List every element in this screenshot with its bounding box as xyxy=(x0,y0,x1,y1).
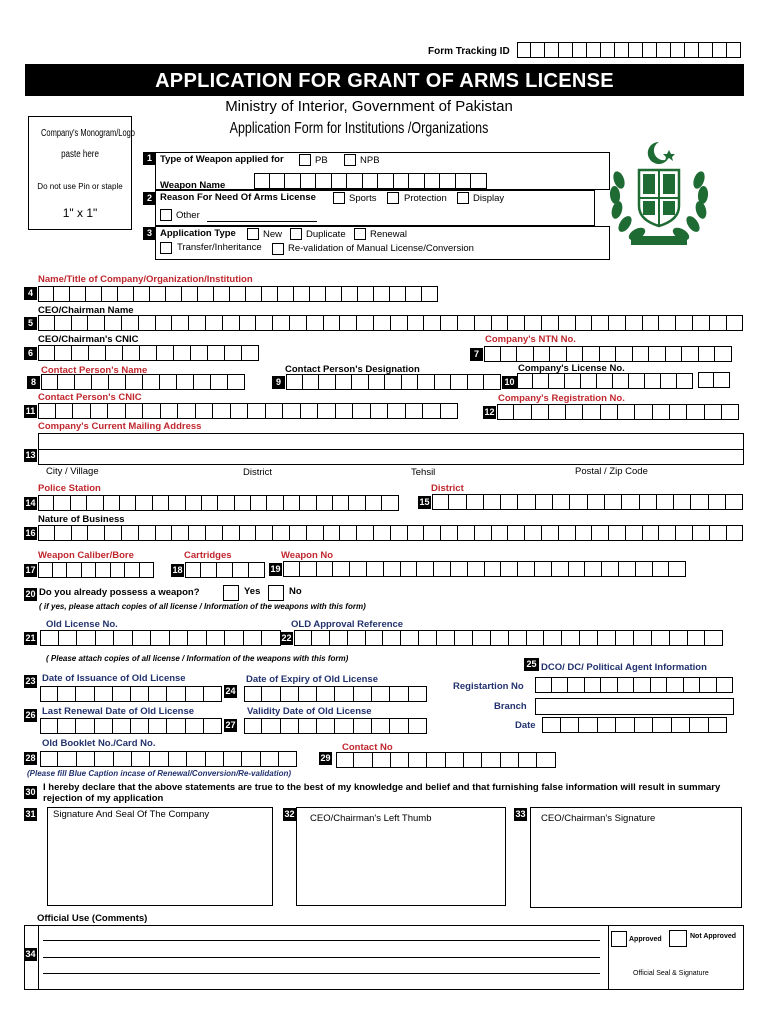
npb-checkbox[interactable] xyxy=(344,154,356,166)
item-number: 34 xyxy=(25,949,36,959)
item-number: 23 xyxy=(25,676,36,686)
district-sublabel: District xyxy=(243,467,273,478)
item-number: 30 xyxy=(25,787,36,797)
display-checkbox[interactable] xyxy=(457,192,469,204)
contact-cnic-label: Contact Person's CNIC xyxy=(38,392,142,403)
district-input[interactable] xyxy=(432,494,743,510)
booklet-input[interactable] xyxy=(40,751,297,767)
application-type-label: Application Type xyxy=(160,228,236,239)
item-number: 28 xyxy=(25,753,36,763)
old-license-input[interactable] xyxy=(40,630,281,646)
postal-sublabel: Postal / Zip Code xyxy=(575,466,648,477)
nature-business-label: Nature of Business xyxy=(38,514,125,525)
license-no-label: Company's License No. xyxy=(518,363,625,374)
form-tracking-label: Form Tracking ID xyxy=(428,46,510,57)
no-label: No xyxy=(289,586,302,597)
comment-line[interactable] xyxy=(43,957,600,958)
caliber-label: Weapon Caliber/Bore xyxy=(38,550,134,561)
comment-line[interactable] xyxy=(43,973,600,974)
item-number: 1 xyxy=(143,152,156,165)
ntn-input[interactable] xyxy=(484,346,732,362)
duplicate-checkbox[interactable] xyxy=(290,228,302,240)
form-subtitle: Application Form for Institutions /Organizations xyxy=(229,120,489,137)
weapon-name-label: Weapon Name xyxy=(160,180,226,191)
contact-no-input[interactable] xyxy=(336,752,556,768)
sports-checkbox[interactable] xyxy=(333,192,345,204)
pb-checkbox[interactable] xyxy=(299,154,311,166)
contact-no-label: Contact No xyxy=(342,742,393,753)
item-number: 32 xyxy=(284,809,295,819)
other-label: Other xyxy=(176,210,200,221)
form-title: APPLICATION FOR GRANT OF ARMS LICENSE xyxy=(25,64,744,96)
cartridges-label: Cartridges xyxy=(184,550,232,561)
ceo-cnic-input[interactable] xyxy=(38,345,259,361)
attach-note: ( Please attach copies of all license / Information of the weapons with this form) xyxy=(46,654,349,663)
approved-label: Approved xyxy=(629,936,662,943)
dco-registration-label: Registartion No xyxy=(453,681,524,692)
item-number: 9 xyxy=(272,376,285,389)
expiry-date-label: Date of Expiry of Old License xyxy=(246,674,378,685)
type-weapon-label: Type of Weapon applied for xyxy=(160,154,284,165)
declaration-text: I hereby declare that the above statements are true to the best of my knowledge and belief and that furnishing false information will result in summary rejection of my application xyxy=(43,782,721,804)
pb-label: PB xyxy=(315,155,328,166)
official-seal-label: Official Seal & Signature xyxy=(633,970,709,977)
mailing-address-label: Company's Current Mailing Address xyxy=(38,421,202,432)
item-number: 29 xyxy=(320,753,331,763)
contact-name-label: Contact Person's Name xyxy=(41,365,148,376)
cartridges-input[interactable] xyxy=(185,562,265,578)
item-number: 21 xyxy=(25,633,36,643)
police-station-label: Police Station xyxy=(38,483,101,494)
comment-line[interactable] xyxy=(43,940,600,941)
company-signature-label: Signature And Seal Of The Company xyxy=(53,809,210,820)
renewal-date-label: Last Renewal Date of Old License xyxy=(42,706,195,717)
display-label: Display xyxy=(473,193,505,204)
revalidation-checkbox[interactable] xyxy=(272,243,284,255)
dco-date-label: Date xyxy=(515,720,536,731)
logo-box-label-2: paste here xyxy=(61,149,99,160)
blue-caption-note: (Please fill Blue Caption incase of Renewal/Conversion/Re-validation) xyxy=(27,769,292,778)
possess-no-checkbox[interactable] xyxy=(268,585,284,601)
item-number: 26 xyxy=(25,710,36,720)
booklet-label: Old Booklet No./Card No. xyxy=(42,738,156,749)
item-number: 12 xyxy=(484,407,495,417)
new-label: New xyxy=(263,229,283,240)
protection-label: Protection xyxy=(404,193,447,204)
item-number: 17 xyxy=(25,565,36,575)
item-number: 14 xyxy=(25,498,36,508)
logo-box-note: Do not use Pin or staple xyxy=(37,182,123,191)
approved-checkbox[interactable] xyxy=(611,931,627,947)
expiry-date-input[interactable] xyxy=(244,686,427,702)
logo-box-label: Company's Monogram/Logo xyxy=(41,128,135,139)
name-title-label: Name/Title of Company/Organization/Institution xyxy=(38,274,253,285)
old-license-label: Old License No. xyxy=(46,619,118,630)
item-number: 6 xyxy=(24,347,37,360)
renewal-checkbox[interactable] xyxy=(354,228,366,240)
contact-designation-label: Contact Person's Designation xyxy=(285,364,420,375)
dco-info-label: DCO/ DC/ Political Agent Information xyxy=(541,662,707,673)
ceo-signature-label: CEO/Chairman's Signature xyxy=(541,813,656,824)
item-number: 11 xyxy=(25,406,36,416)
item-number: 19 xyxy=(270,564,281,574)
item-number: 13 xyxy=(25,450,36,460)
issuance-date-label: Date of Issuance of Old License xyxy=(42,673,186,684)
tehsil-sublabel: Tehsil xyxy=(411,467,436,478)
caliber-input[interactable] xyxy=(38,562,154,578)
police-station-input[interactable] xyxy=(38,495,399,511)
registration-no-input[interactable] xyxy=(497,404,739,420)
item-number: 20 xyxy=(25,589,36,599)
dco-registration-input[interactable] xyxy=(535,677,733,693)
company-name-input[interactable] xyxy=(38,286,438,302)
form-tracking-input[interactable] xyxy=(517,42,741,58)
company-signature-box[interactable] xyxy=(47,807,273,906)
item-number: 2 xyxy=(143,192,156,205)
item-number: 5 xyxy=(24,317,37,330)
ntn-label: Company's NTN No. xyxy=(485,334,576,345)
item-number: 8 xyxy=(27,376,40,389)
validity-date-label: Validity Date of Old License xyxy=(247,706,372,717)
item-number: 25 xyxy=(524,658,539,671)
item-number: 18 xyxy=(172,565,183,575)
transfer-label: Transfer/Inheritance xyxy=(177,242,262,253)
district-label: District xyxy=(431,483,464,494)
city-sublabel: City / Village xyxy=(46,466,99,477)
not-approved-label: Not Approved xyxy=(690,933,737,940)
government-emblem xyxy=(605,140,713,252)
ceo-cnic-label: CEO/Chairman's CNIC xyxy=(38,334,139,345)
item-number: 31 xyxy=(25,809,36,819)
contact-name-input[interactable] xyxy=(41,374,245,390)
new-checkbox[interactable] xyxy=(247,228,259,240)
contact-cnic-input[interactable] xyxy=(38,403,458,419)
item-number: 10 xyxy=(502,376,517,389)
item-number: 7 xyxy=(470,348,483,361)
not-approved-checkbox[interactable] xyxy=(669,930,687,947)
possess-weapon-label: Do you already possess a weapon? xyxy=(39,587,200,598)
contact-designation-input[interactable] xyxy=(286,374,501,390)
weapon-no-label: Weapon No xyxy=(281,550,334,561)
other-input-line[interactable] xyxy=(207,221,317,222)
dco-branch-label: Branch xyxy=(494,701,527,712)
other-checkbox[interactable] xyxy=(160,209,172,221)
item-number: 22 xyxy=(281,633,292,643)
possess-yes-checkbox[interactable] xyxy=(223,585,239,601)
item-number: 27 xyxy=(225,720,236,730)
protection-checkbox[interactable] xyxy=(387,192,399,204)
weapon-no-input[interactable] xyxy=(283,561,686,577)
license-no-extra-input[interactable] xyxy=(698,372,730,388)
issuance-date-input[interactable] xyxy=(40,686,222,702)
ministry-heading: Ministry of Interior, Government of Pakistan xyxy=(225,98,513,115)
item-number: 15 xyxy=(419,497,430,507)
item-number: 4 xyxy=(24,287,37,300)
validity-date-input[interactable] xyxy=(244,718,427,734)
ceo-name-input[interactable] xyxy=(38,315,743,331)
left-thumb-label: CEO/Chairman's Left Thumb xyxy=(310,813,432,824)
weapon-name-input[interactable] xyxy=(254,173,487,189)
item-number: 33 xyxy=(515,809,526,819)
item-number: 24 xyxy=(225,686,236,696)
license-no-input[interactable] xyxy=(517,373,693,389)
dco-date-input[interactable] xyxy=(542,717,727,733)
npb-label: NPB xyxy=(360,155,380,166)
item-number: 3 xyxy=(143,227,156,240)
duplicate-label: Duplicate xyxy=(306,229,346,240)
ceo-name-label: CEO/Chairman Name xyxy=(38,305,134,316)
official-use-label: Official Use (Comments) xyxy=(37,913,148,924)
sports-label: Sports xyxy=(349,193,377,204)
dco-branch-input[interactable] xyxy=(535,698,734,715)
old-approval-label: OLD Approval Reference xyxy=(291,619,404,630)
renewal-label: Renewal xyxy=(370,229,407,240)
yes-label: Yes xyxy=(244,586,261,597)
revalidation-label: Re-validation of Manual License/Conversion xyxy=(288,243,474,254)
possess-note: ( if yes, please attach copies of all license / Information of the weapons with this form) xyxy=(39,602,366,611)
item-number: 16 xyxy=(25,528,36,538)
transfer-checkbox[interactable] xyxy=(160,242,172,254)
old-approval-input[interactable] xyxy=(294,630,723,646)
registration-no-label: Company's Registration No. xyxy=(498,393,625,404)
nature-business-input[interactable] xyxy=(38,525,743,541)
logo-box-size: 1" x 1" xyxy=(62,206,98,220)
reason-label: Reason For Need Of Arms License xyxy=(160,192,316,203)
renewal-date-input[interactable] xyxy=(40,718,222,734)
